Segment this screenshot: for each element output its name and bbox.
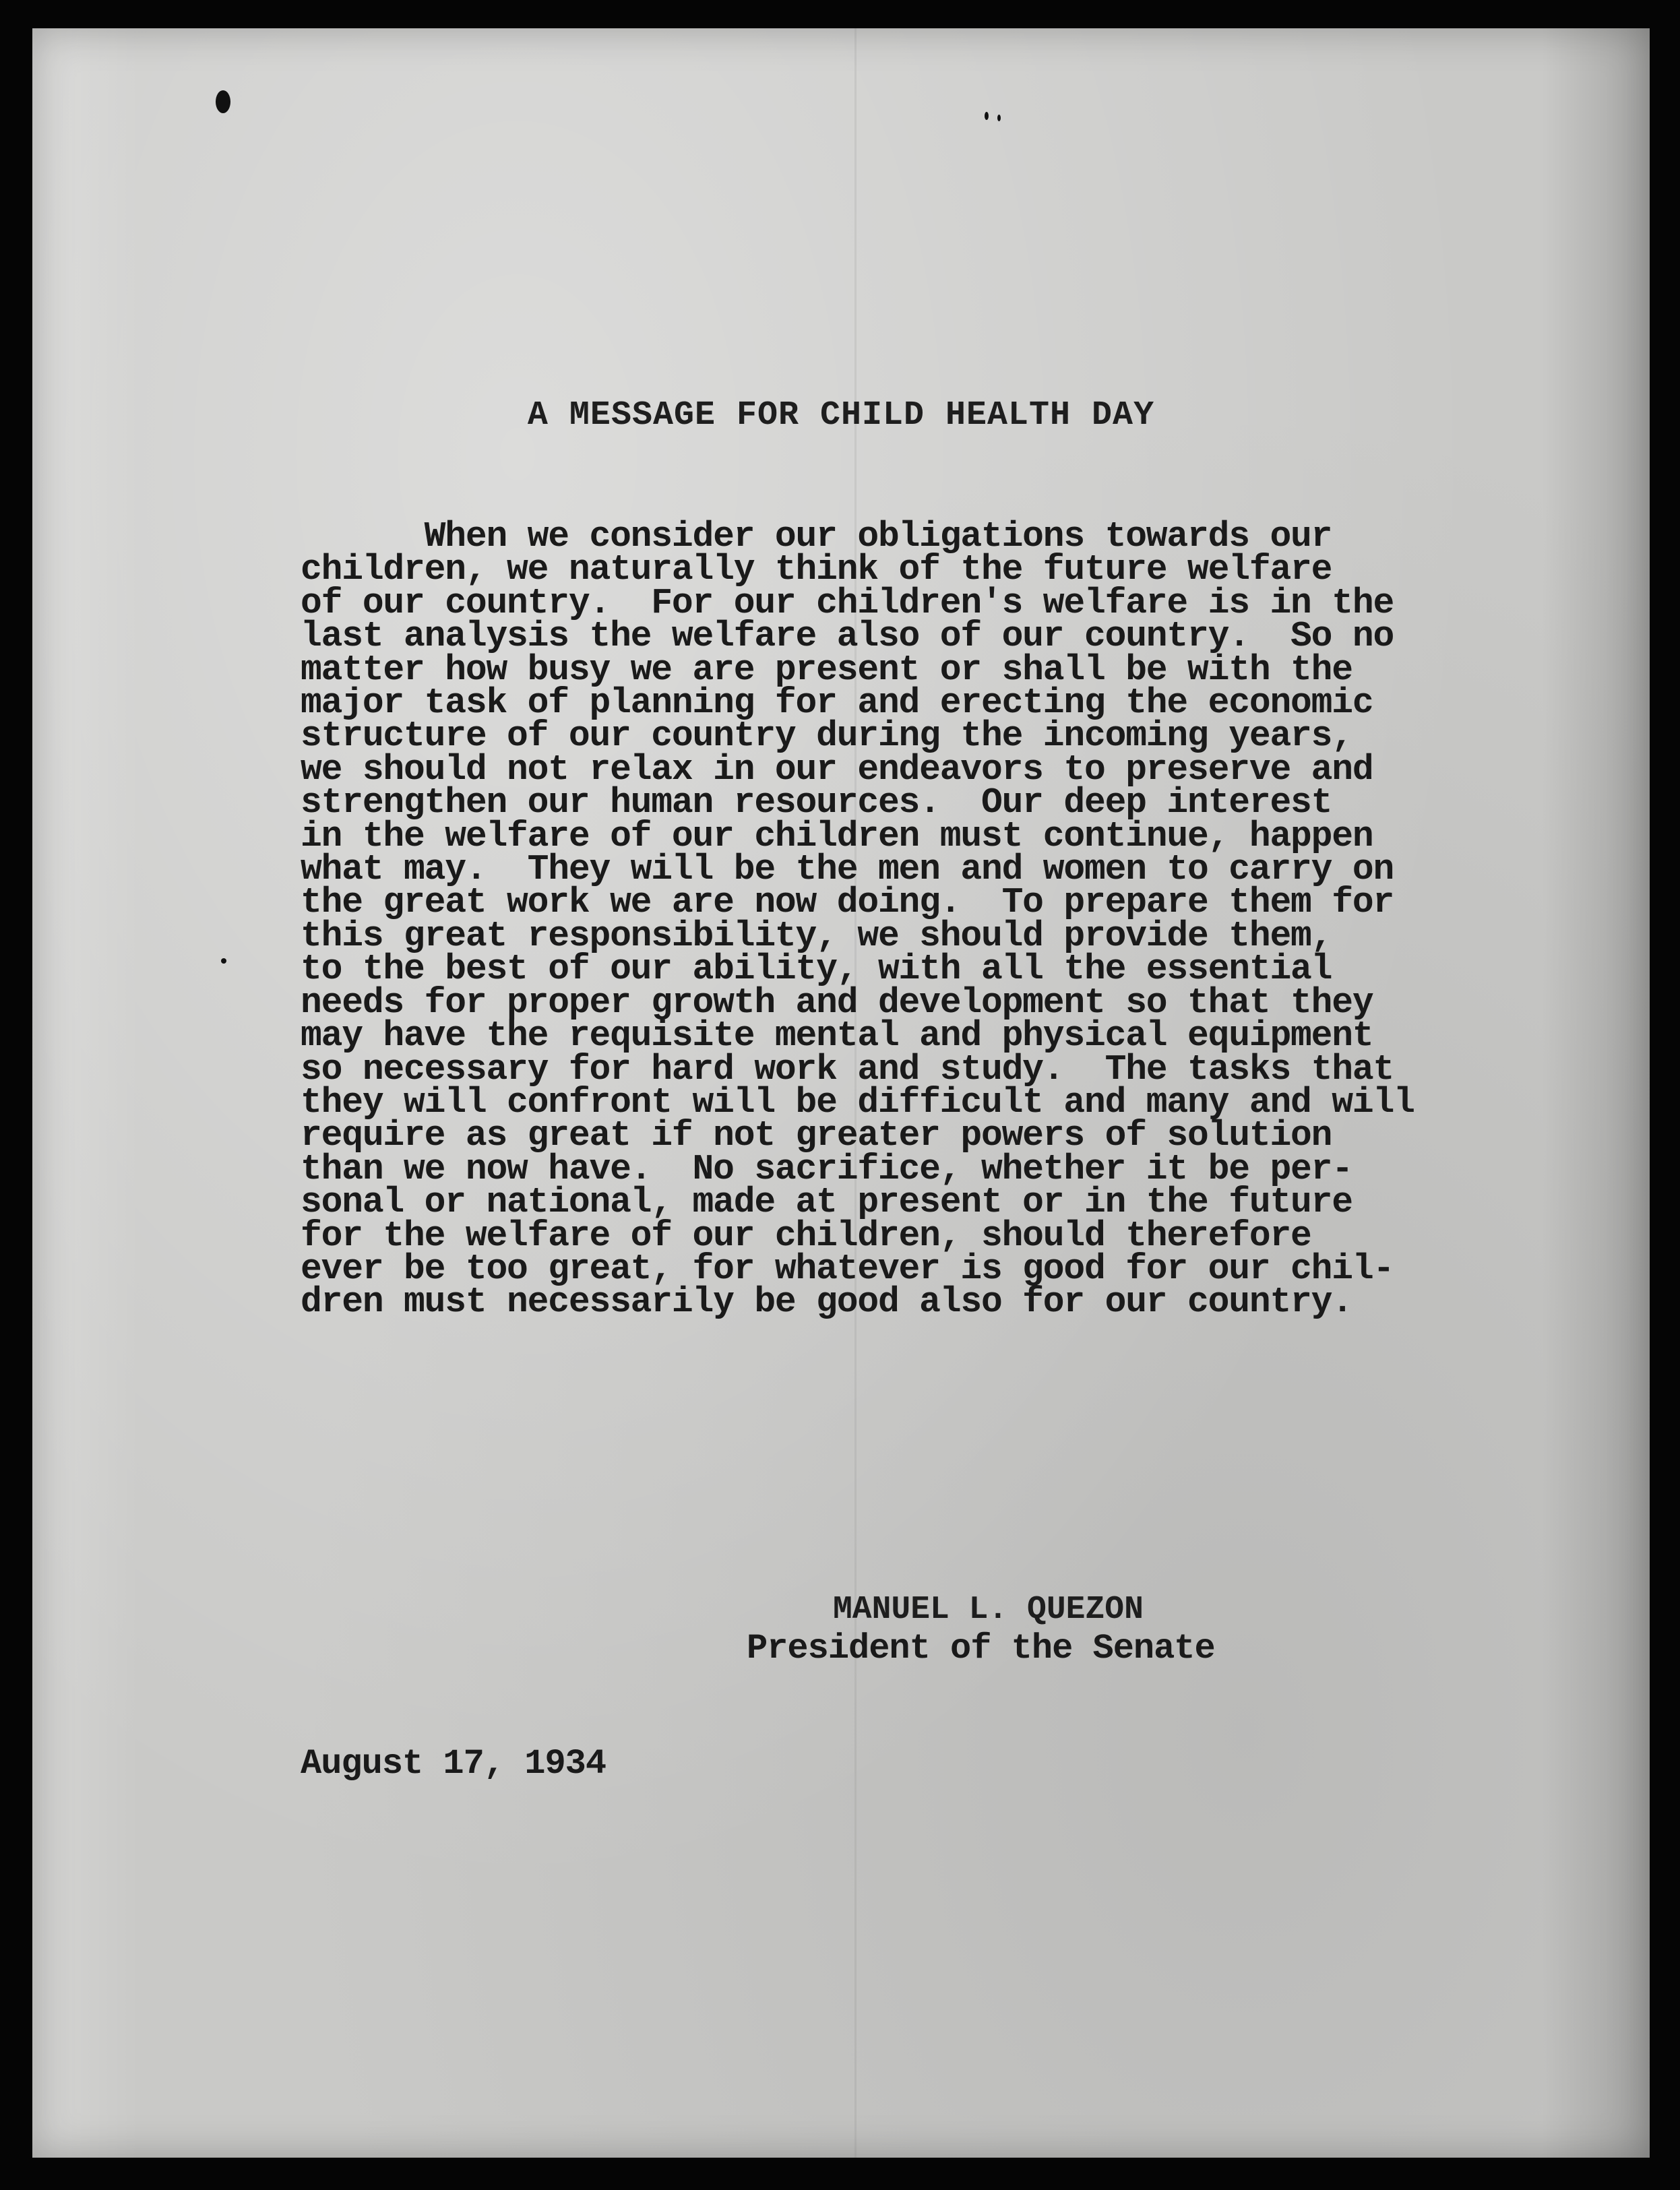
- document-date: August 17, 1934: [301, 1744, 606, 1784]
- body-line: in the welfare of our children must continue, happen: [301, 815, 1373, 856]
- body-line: major task of planning for and erecting the economic: [301, 683, 1373, 724]
- body-line: we should not relax in our endeavors to preserve and: [301, 749, 1373, 790]
- body-line: structure of our country during the incoming years,: [301, 716, 1352, 757]
- body-line: the great work we are now doing. To prepare them for: [301, 882, 1394, 923]
- ink-speck: [221, 958, 226, 964]
- ink-speck: [985, 112, 989, 120]
- signatory-title: President of the Senate: [747, 1629, 1215, 1668]
- body-line: children, we naturally think of the future welfare: [301, 549, 1332, 590]
- body-line: sonal or national, made at present or in the future: [301, 1182, 1352, 1223]
- body-line: of our country. For our children's welfare is in the: [301, 582, 1394, 623]
- signature-block: [747, 1590, 1353, 1668]
- ink-speck: [997, 115, 1001, 121]
- body-line: When we consider our obligations towards our: [301, 516, 1332, 557]
- body-line: last analysis the welfare also of our country. So no: [301, 616, 1394, 657]
- body-line: so necessary for hard work and study. The tasks that: [301, 1049, 1394, 1090]
- body-line: strengthen our human resources. Our deep interest: [301, 782, 1332, 823]
- ink-speck: [216, 90, 230, 113]
- body-line: dren must necessarily be good also for our country.: [301, 1282, 1352, 1323]
- body-line: than we now have. No sacrifice, whether it be per-: [301, 1148, 1352, 1189]
- signatory-name: MANUEL L. QUEZON: [833, 1592, 1144, 1628]
- body-line: needs for proper growth and development so that they: [301, 982, 1373, 1023]
- body-line: ever be too great, for whatever is good for our chil-: [301, 1248, 1394, 1289]
- body-line: they will confront will be difficult and many and will: [301, 1082, 1414, 1123]
- body-line: matter how busy we are present or shall be with the: [301, 649, 1352, 690]
- paper-sheet: [32, 28, 1650, 2158]
- body-line: may have the requisite mental and physical equipment: [301, 1015, 1373, 1057]
- body-line: what may. They will be the men and women to carry on: [301, 849, 1394, 890]
- document-title: A MESSAGE FOR CHILD HEALTH DAY: [527, 396, 1155, 435]
- body-line: for the welfare of our children, should therefore: [301, 1215, 1311, 1256]
- body-line: this great responsibility, we should provide them,: [301, 915, 1332, 956]
- body-line: to the best of our ability, with all the essential: [301, 949, 1332, 990]
- message-body: [301, 516, 1446, 1323]
- body-line: require as great if not greater powers of solution: [301, 1115, 1332, 1156]
